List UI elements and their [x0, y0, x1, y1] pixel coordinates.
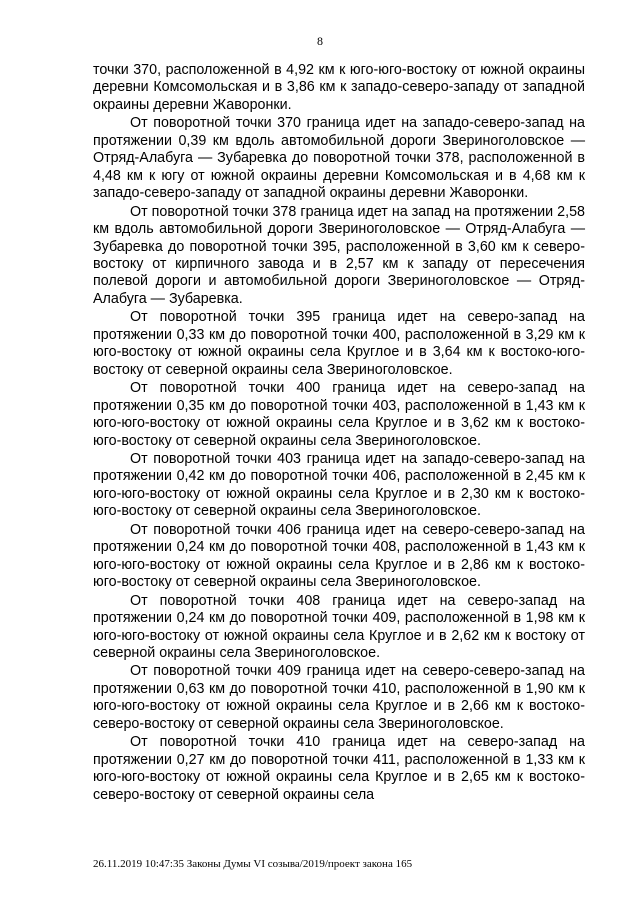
- paragraph: От поворотной точки 370 граница идет на западо-северо-запад на протяжении 0,39 км вдоль автомобильной дороги Звериноголовское — Отряд-Алабуга — Зубаревка до поворотной точки 378, расположенной в 4,48 км к югу от южной окраины деревни Комсомольская и в 4,68 км к западо-северо-западу от западной окраины деревни Жаворонки.: [93, 115, 585, 202]
- document-body: [93, 62, 585, 805]
- paragraph: От поворотной точки 406 граница идет на северо-северо-запад на протяжении 0,24 км до поворотной точки 408, расположенной в 1,43 км к юго-юго-востоку от южной окраины села Круглое и в 2,86 км к востоко-юго-востоку от северной окраины села Звериноголовское.: [93, 521, 585, 591]
- paragraph: От поворотной точки 395 граница идет на северо-запад на протяжении 0,33 км до поворотной точки 400, расположенной в 3,29 км к юго-востоку от южной окраины села Круглое и в 3,64 км к востоко-юго-востоку от северной окраины села Звериноголовское.: [93, 309, 585, 378]
- paragraph: От поворотной точки 410 граница идет на северо-запад на протяжении 0,27 км до поворотной точки 411, расположенной в 1,33 км к юго-юго-востоку от южной окраины села Круглое и в 2,65 км к востоко-северо-востоку от северной окраины села: [93, 734, 585, 803]
- paragraph: От поворотной точки 378 граница идет на запад на протяжении 2,58 км вдоль автомобильной дороги Звериноголовское — Отряд-Алабуга — Зубаревка до поворотной точки 395, расположенной в 3,60 км к северо-востоку от кирпичного завода и в 2,57 км к западу от пересечения полевой дороги и автомобильной дороги Звериноголовское — Отряд-Алабуга — Зубаревка.: [93, 203, 585, 307]
- paragraph: точки 370, расположенной в 4,92 км к юго-юго-востоку от южной окраины деревни Комсомольская и в 3,86 км к западо-северо-западу от западной окраины деревни Жаворонки.: [93, 62, 585, 113]
- document-footer: 26.11.2019 10:47:35 Законы Думы VI созыва/2019/проект закона 165: [93, 858, 413, 870]
- paragraph: От поворотной точки 409 граница идет на северо-северо-запад на протяжении 0,63 км до поворотной точки 410, расположенной в 1,90 км к юго-юго-востоку от южной окраины села Круглое и в 2,66 км к востоко-северо-востоку от северной окраины села Звериноголовское.: [93, 663, 585, 732]
- page-number: 8: [317, 34, 323, 48]
- paragraph: От поворотной точки 400 граница идет на северо-запад на протяжении 0,35 км до поворотной точки 403, расположенной в 1,43 км к юго-юго-востоку от южной окраины села Круглое и в 3,62 км к востоко-юго-востоку от северной окраины села Звериноголовское.: [93, 380, 585, 449]
- paragraph: От поворотной точки 403 граница идет на западо-северо-запад на протяжении 0,42 км до поворотной точки 406, расположенной в 2,45 км к юго-юго-востоку от южной окраины села Круглое и в 2,30 км к востоко-юго-востоку от северной окраины села Звериноголовское.: [93, 450, 585, 520]
- paragraph: От поворотной точки 408 граница идет на северо-запад на протяжении 0,24 км до поворотной точки 409, расположенной в 1,98 км к юго-юго-востоку от южной окраины села Круглое и в 2,62 км к востоку от северной окраины села Звериноголовское.: [93, 592, 585, 661]
